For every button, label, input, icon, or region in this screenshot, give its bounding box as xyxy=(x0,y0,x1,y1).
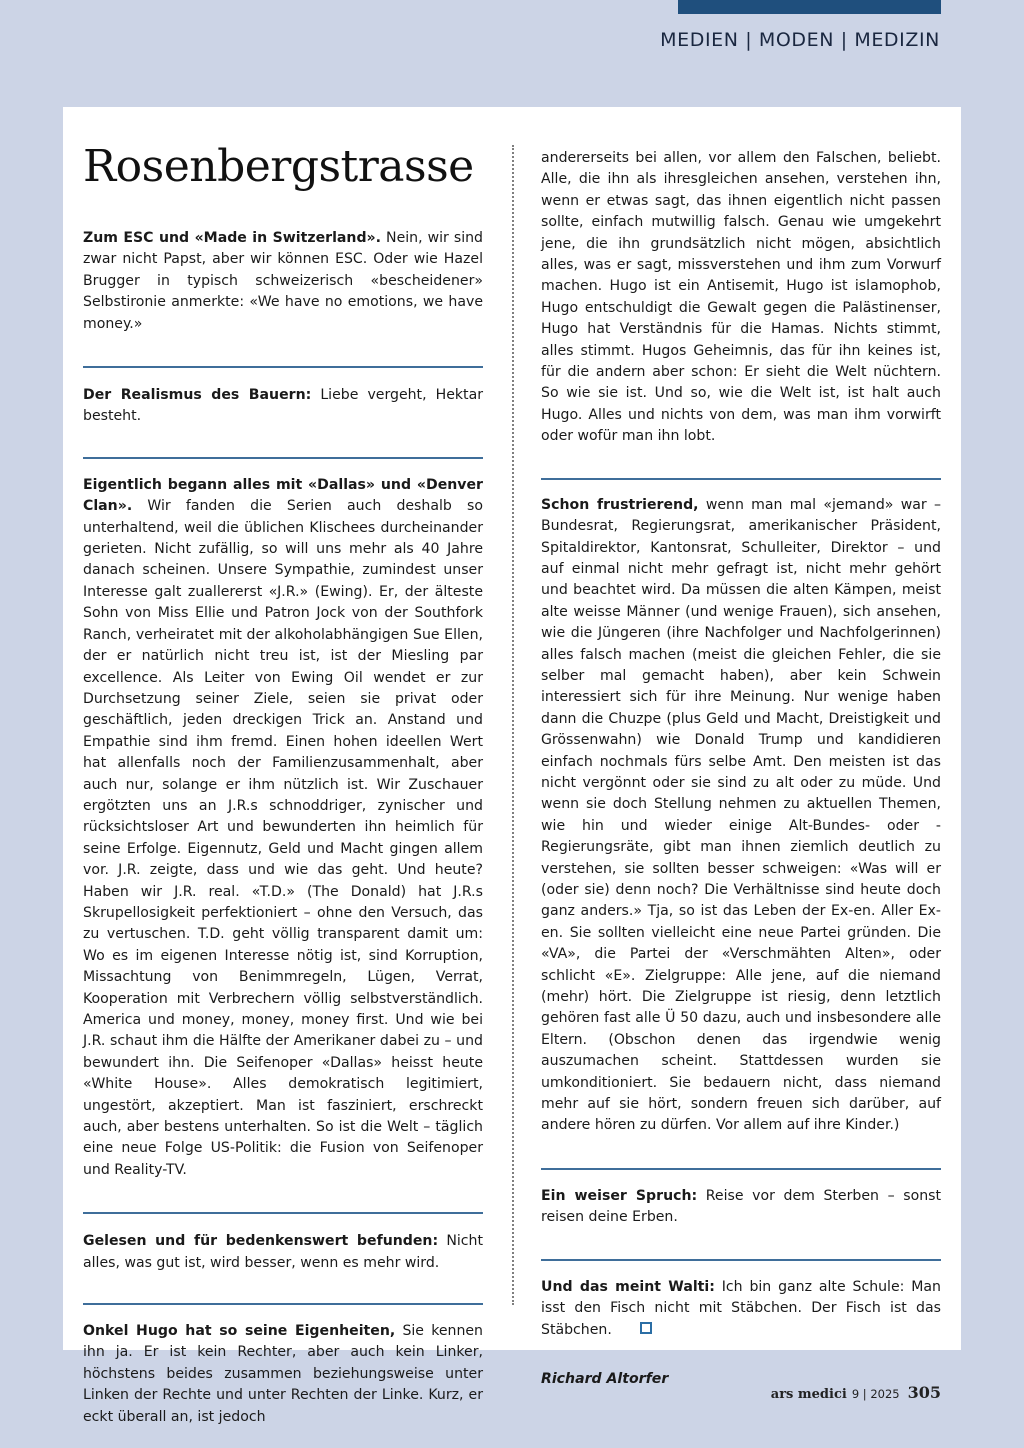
item-text: Nein, wir sind zwar nicht Papst, aber wir können ESC. Oder wie Hazel Brugger in typisch schweizerisch «bescheidener» Selbstironie anmerkte: «We have no emotions, we have money.» xyxy=(83,230,483,332)
item-text: Ich bin ganz alte Schule: Man isst den Fisch nicht mit Stäbchen. Der Fisch ist das Stäbchen. xyxy=(541,1278,941,1338)
section-rule xyxy=(83,457,483,459)
section-rule xyxy=(83,1303,483,1305)
section-rule xyxy=(83,1212,483,1214)
issue-number: 9 | 2025 xyxy=(851,1387,900,1401)
item-esc xyxy=(83,228,483,335)
section-header: MEDIEN | MODEN | MEDIZIN xyxy=(660,29,940,51)
item-hugo xyxy=(83,1321,483,1428)
item-lead: Und das meint Walti: xyxy=(541,1278,715,1295)
author-byline: Richard Altorfer xyxy=(541,1370,669,1387)
top-accent-bar xyxy=(678,0,941,14)
end-square-icon xyxy=(640,1322,652,1334)
section-rule xyxy=(83,366,483,368)
item-lead: Gelesen und für bedenkenswert befunden: xyxy=(83,1233,439,1250)
left-column xyxy=(83,107,483,1428)
item-lead: Onkel Hugo hat so seine Eigenheiten, xyxy=(83,1323,396,1340)
right-column xyxy=(541,107,941,1390)
page-number: 305 xyxy=(907,1383,941,1402)
column-divider xyxy=(512,145,514,1305)
item-lead: Schon frustrierend, xyxy=(541,496,699,513)
section-rule xyxy=(541,1168,941,1170)
section-rule xyxy=(541,1259,941,1261)
item-text: Nicht alles, was gut ist, wird besser, wenn es mehr wird. xyxy=(83,1233,483,1271)
item-text: Liebe vergeht, Hektar besteht. xyxy=(83,387,484,425)
item-lead: Zum ESC und «Made in Switzerland». xyxy=(83,230,381,246)
item-text: Sie kennen ihn ja. Er ist kein Rechter, aber auch kein Linker, höchstens beides zusammen beziehungsweise unter Linken der Rechte und unter Rechten der Linke. Kurz, er eckt überall an, ist jedoch xyxy=(83,1323,483,1425)
item-gelesen xyxy=(83,1231,483,1274)
item-text: wenn man mal «jemand» war – Bundesrat, Regierungsrat, amerikanischer Präsident, Spitaldirektor, Kantonsrat, Schulleiter, Direktor – und auf einmal nicht mehr gefragt ist, nicht mehr gehört und beachtet wird. Da müssen die alten Kämpen, meist alte weisse Männer (und wenige Frauen), sich ansehen, wie die Jüngeren (ihre Nachfolger und Nachfolgerinnen) alles falsch machen (meist die gleichen Fehler, die sie selber mal gemacht haben), aber kein Schwein interessiert sich für ihre Meinung. Nur wenige haben dann die Chuzpe (plus Geld und Macht, Dreistigkeit und Grössenwahn) wie Donald Trump und kandidieren einfach nochmals fürs selbe Amt. Den meisten ist das nicht vergönnt oder sie sind zu alt oder zu müde. Und wenn sie doch Stellung nehmen zu aktuellen Themen, wie hin und wieder einige Alt-Bundes- oder -Regierungsräte, gibt man ihnen ziemlich deutlich zu verstehen, sie sollten besser schweigen: «Was will er (oder sie) denn noch? Die Verhältnisse sind heute doch ganz anders.» Tja, so ist das Leben der Ex-en. Aller Ex-en. Sie sollten vielleicht eine neue Partei gründen. Die «VA», die Partei der «Verschmähten Alten», oder schlicht «E». Zielgruppe: Alle jene, auf die niemand (mehr) hört. Die Zielgruppe ist riesig, denn letztlich gehören fast alle Ü 50 dazu, auch und insbesondere alle Eltern. (Obschon denen das irgendwie wenig auszumachen scheint. Stattdessen wurden sie umkonditioniert. Sie bedauern nicht, dass niemand mehr auf sie hört, sondern freuen sich darüber, auf andere hören zu dürfen. Vor allem auf ihre Kinder.) xyxy=(541,496,941,1134)
item-lead: Eigentlich begann alles mit «Dallas» und «Denver Clan». xyxy=(83,476,483,515)
item-text: Reise vor dem Sterben – sonst reisen deine Erben. xyxy=(541,1187,941,1226)
article-title: Rosenbergstrasse xyxy=(83,141,474,192)
hugo-continuation: andererseits bei allen, vor allem den Falschen, beliebt. Alle, die ihn als ihresgleichen ansehen, verstehen ihn, wenn er etwas sagt, das ihnen eigentlich nicht passen sollte, einfach mutwillig falsch. Genau wie umgekehrt jene, die ihn grundsätzlich nicht mögen, absichtlich alles, was er sagt, missverstehen und ihm zum Vorwurf machen. Hugo ist ein Antisemit, Hugo ist islamophob, Hugo entschuldigt die Gewalt gegen die Palästinenser, Hugo hat Verständnis für die Hamas. Nichts stimmt, alles stimmt. Hugos Geheimnis, das für ihn keines ist, für die andern aber schon: Er sieht die Welt nüchtern. So wie sie ist. Und so, wie die Welt ist, ist halt auch Hugo. Alles und nichts von dem, was man ihm vorwirft oder wofür man ihn lobt. xyxy=(541,150,941,445)
item-frustrierend xyxy=(541,495,941,1137)
item-lead: Ein weiser Spruch: xyxy=(541,1187,698,1204)
page-footer xyxy=(771,1383,941,1402)
item-bauer xyxy=(83,385,483,428)
item-walti xyxy=(541,1277,941,1341)
item-lead: Der Realismus des Bauern: xyxy=(83,387,312,404)
item-dallas xyxy=(83,475,483,1181)
journal-brand: ars medici xyxy=(770,1387,847,1402)
item-spruch xyxy=(541,1186,941,1229)
item-text: Wir fanden die Serien auch deshalb so unterhaltend, weil die üblichen Klischees durcheinander gerieten. Nicht zufällig, so will uns mehr als 40 Jahre danach scheinen. Unsere Sympathie, zumindest unser Interesse galt zuallererst «J.R.» (Ewing). Er, der älteste Sohn von Miss Ellie und Patron Jock von der Southfork Ranch, verheiratet mit der alkoholabhängigen Sue Ellen, der er natürlich nicht treu ist, ist der Miesling par excellence. Als Leiter von Ewing Oil wendet er zur Durchsetzung seiner Ziele, seien sie privat oder geschäftlich, jeden dreckigen Trick an. Anstand und Empathie sind ihm fremd. Einen hohen ideellen Wert hat allenfalls noch der Familienzusammenhalt, aber auch nur, solange er ihm nützlich ist. Wir Zuschauer ergötzten uns an J.R.s schnoddriger, zynischer und rücksichtsloser Art und bewunderten ihn heimlich für seine Erfolge. Eigennutz, Geld und Macht gingen allem vor. J.R. zeigte, dass und wie das geht. Und heute? Haben wir J.R. real. «T.D.» (The Donald) hat J.R.s Skrupellosigkeit perfektioniert – ohne den Versuch, das zu vertuschen. T.D. geht völlig transparent damit um: Wo es im eigenen Interesse nötig ist, sind Korruption, Missachtung von Benimmregeln, Lügen, Verrat, Kooperation mit Verbrechern völlig selbstverständlich. America und money, money, money first. Und wie bei J.R. schaut ihm die Hälfte der Amerikaner dabei zu – und bewundert ihn. Die Seifenoper «Dallas» heisst heute «White House». Alles demokratisch legitimiert, ungestört, akzeptiert. Man ist fasziniert, erschreckt auch, aber bestens unterhalten. So ist die Welt – täglich eine neue Folge US-Politik: die Fusion von Seifenoper und Reality-TV. xyxy=(83,498,483,1178)
section-rule xyxy=(541,478,941,480)
